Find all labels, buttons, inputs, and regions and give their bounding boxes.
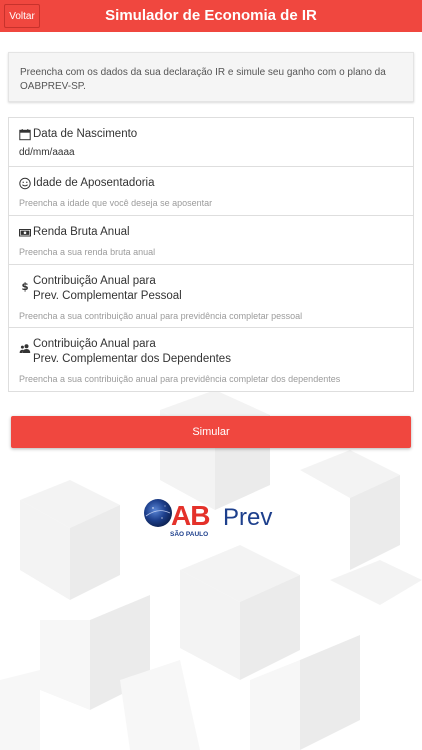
personal-contribution-label-line1: Contribuição Anual para — [33, 275, 156, 287]
birth-date-label: Data de Nascimento — [33, 128, 138, 140]
retirement-age-input[interactable]: Preencha a idade que você deseja se aposentar — [19, 198, 213, 208]
logo-sub-text: SÃO PAULO — [170, 531, 209, 538]
dependents-contribution-input[interactable]: Preencha a sua contribuição anual para previdência completar dos dependentes — [19, 374, 341, 384]
retirement-age-label: Idade de Aposentadoria — [33, 177, 155, 189]
dependents-contribution-label-line1: Contribuição Anual para — [33, 338, 156, 350]
birth-date-field[interactable] — [9, 118, 413, 167]
users-icon — [19, 342, 31, 355]
svg-text:$: $ — [21, 282, 29, 293]
gross-income-input[interactable]: Preencha a sua renda bruta anual — [19, 247, 156, 257]
oabprev-logo — [143, 496, 283, 540]
gross-income-field[interactable] — [9, 216, 413, 265]
smiley-icon — [19, 177, 31, 190]
simulate-button[interactable]: Simular — [11, 416, 411, 448]
page-title: Simulador de Economia de IR — [105, 7, 317, 24]
intro-panel — [8, 52, 414, 102]
dependents-contribution-field[interactable] — [9, 328, 413, 391]
personal-contribution-label-line2: Prev. Complementar Pessoal — [33, 290, 182, 302]
gross-income-label: Renda Bruta Anual — [33, 226, 130, 238]
svg-text:AB: AB — [171, 500, 210, 531]
intro-text: Preencha com os dados da sua declaração IR e simule seu ganho com o plano da OABPREV-SP. — [20, 67, 386, 92]
calendar-icon — [19, 128, 31, 141]
personal-contribution-field[interactable] — [9, 265, 413, 328]
back-button[interactable]: Voltar — [4, 4, 40, 28]
retirement-age-field[interactable] — [9, 167, 413, 216]
dollar-icon — [19, 280, 31, 293]
logo-brand-text: Prev — [223, 504, 273, 531]
simulation-form — [8, 117, 414, 392]
birth-date-input[interactable]: dd/mm/aaaa — [19, 147, 75, 158]
app-header — [0, 0, 422, 32]
personal-contribution-input[interactable]: Preencha a sua contribuição anual para previdência completar pessoal — [19, 311, 303, 321]
dependents-contribution-label-line2: Prev. Complementar dos Dependentes — [33, 353, 231, 365]
money-icon — [19, 226, 31, 239]
